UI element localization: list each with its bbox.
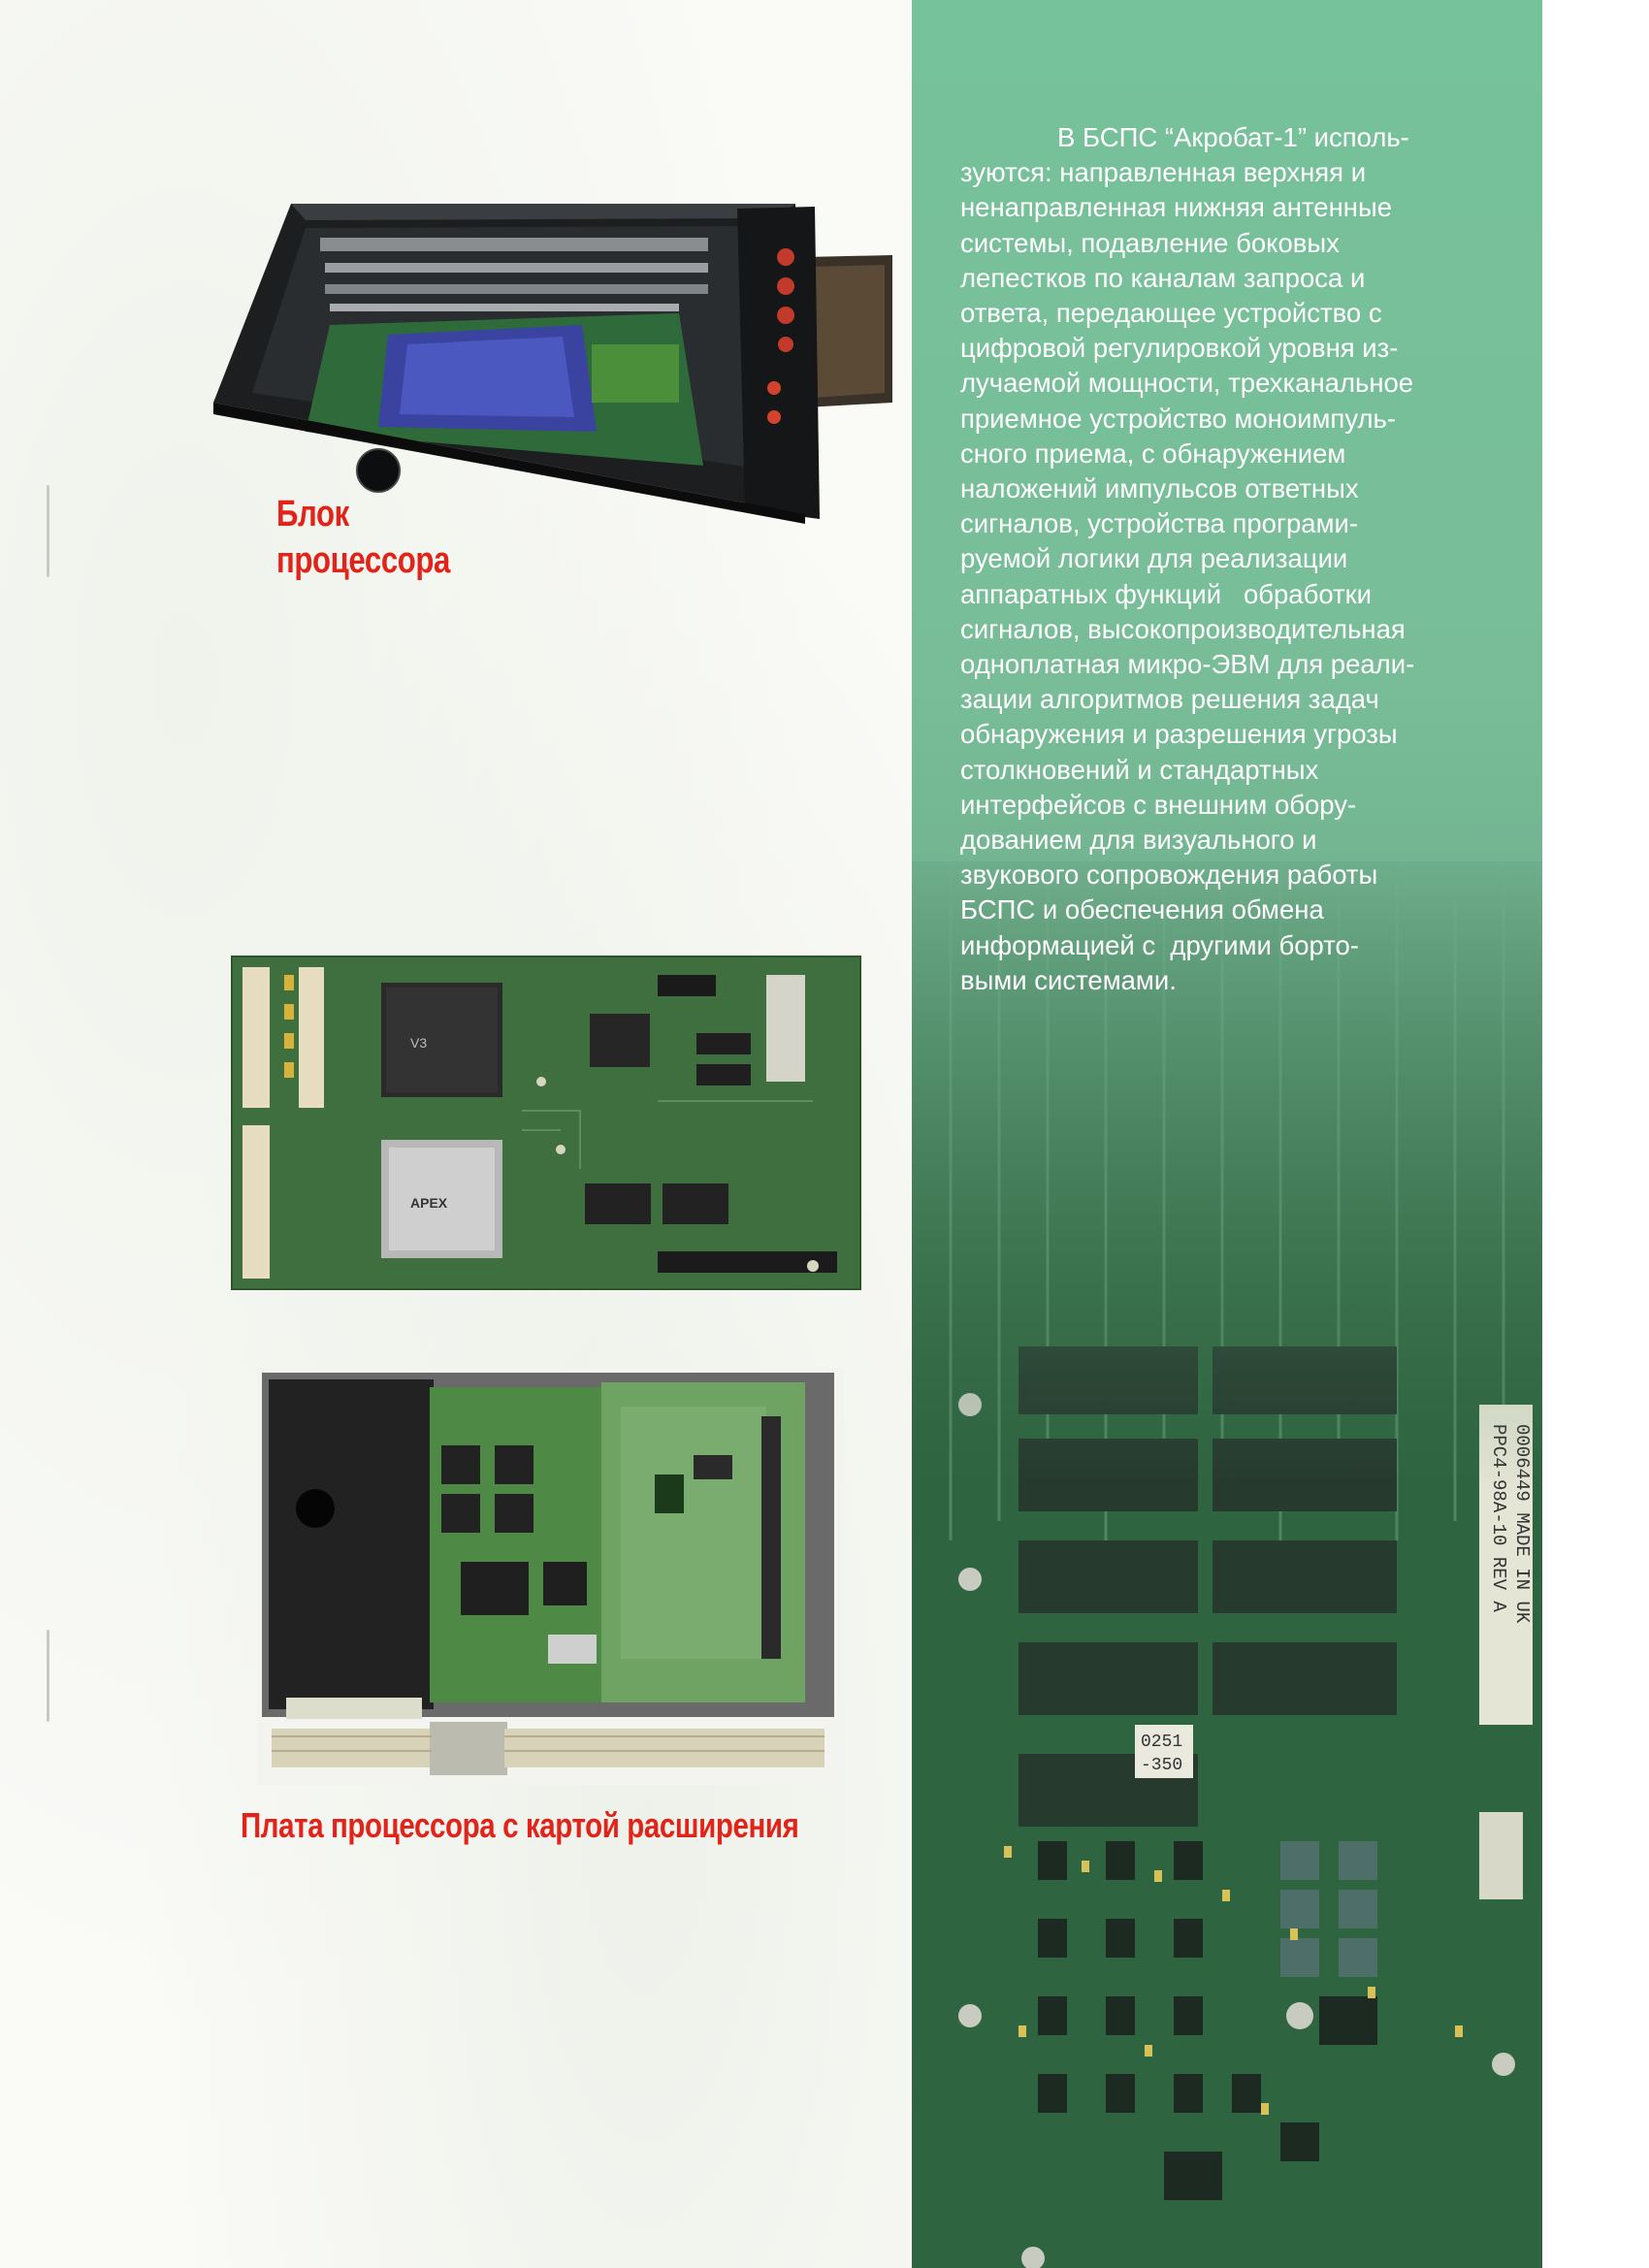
processor-block-photo xyxy=(213,199,902,524)
text-line: зуются: направленная верхняя и xyxy=(960,157,1367,188)
text-line: одноплатная микро-ЭВМ для реали- xyxy=(960,649,1415,680)
body-text xyxy=(960,120,1523,998)
text-line: лепестков по каналам запроса и xyxy=(960,262,1366,293)
text-line: сигналов, устройства програми- xyxy=(960,508,1359,539)
text-line: руемой логики для реализации xyxy=(960,543,1348,574)
caption-line-2: процессора xyxy=(276,540,450,581)
text-line: сного приема, с обнаружением xyxy=(960,437,1346,469)
text-line: выми системами. xyxy=(960,964,1177,995)
text-line: столкновений и стандартных xyxy=(960,754,1319,785)
text-line: звукового сопровождения работы xyxy=(960,859,1378,891)
right-page-margin xyxy=(1542,0,1649,2268)
text-line: наложений импульсов ответных xyxy=(960,473,1359,504)
binding-mark-bottom xyxy=(47,1630,49,1722)
svg-text:APEX: APEX xyxy=(410,1195,448,1211)
processor-board-with-expansion-photo xyxy=(257,1368,844,1785)
text-line: зации алгоритмов решения задач xyxy=(960,684,1379,715)
text-line: лучаемой мощности, трехканальное xyxy=(960,368,1414,399)
svg-text:V3: V3 xyxy=(410,1035,428,1051)
pcb-board-photo xyxy=(231,956,861,1290)
caption-processor-board: Плата процессора с картой расширения xyxy=(241,1805,799,1845)
caption-line-1: Блок xyxy=(276,494,349,535)
text-line: интерфейсов с внешним обору- xyxy=(960,789,1357,820)
caption-processor-block xyxy=(276,491,450,584)
text-line: сигналов, высокопроизводительная xyxy=(960,613,1406,644)
circuit-board-background-image xyxy=(912,861,1542,2268)
text-line: ненаправленная нижняя антенные xyxy=(960,192,1393,223)
text-line: приемное устройство моноимпуль- xyxy=(960,403,1396,434)
text-line: аппаратных функций обработки xyxy=(960,578,1373,609)
text-line: системы, подавление боковых xyxy=(960,227,1340,258)
text-line: цифровой регулировкой уровня из- xyxy=(960,333,1399,364)
text-line: информацией с другими борто- xyxy=(960,929,1359,960)
text-line: БСПС и обеспечения обмена xyxy=(960,894,1324,925)
text-line: В БСПС “Акробат-1” исполь- xyxy=(1057,122,1409,152)
binding-mark-top xyxy=(47,485,49,577)
text-line: дованием для визуального и xyxy=(960,825,1317,856)
text-line: ответа, передающее устройство с xyxy=(960,298,1382,329)
text-line: обнаружения и разрешения угрозы xyxy=(960,719,1398,750)
